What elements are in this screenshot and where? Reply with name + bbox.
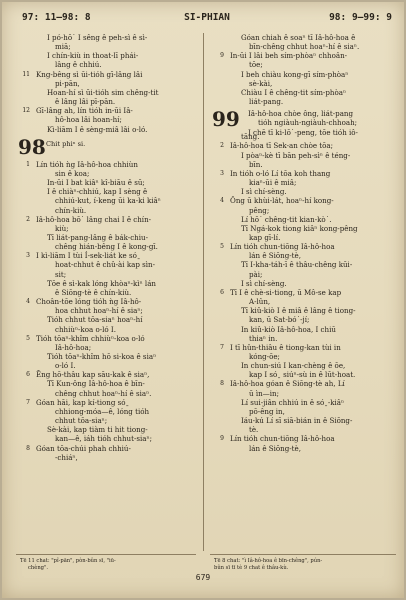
verse-number: 6: [220, 288, 224, 296]
verse-text: kan, ū Sat-bó˙-jí;: [249, 315, 310, 325]
verse-text: Ēng hō-thâu kap sāu-kak ê siaⁿ,: [36, 370, 150, 380]
verse-line: [210, 444, 396, 453]
verse-line: [16, 343, 196, 352]
verse-text: -chiáⁿ,: [55, 452, 78, 462]
verse-number: 2: [220, 142, 224, 150]
verse-text: Lín tióh chun-tiōng Iâ-hô-hoa: [230, 434, 335, 444]
verse-text: liát-pang.: [249, 97, 284, 107]
verse-number: 1: [26, 160, 30, 168]
verse-text: Góan tōa-chúi phah chhiú-: [36, 443, 131, 453]
verse-line-numbered: [210, 141, 396, 150]
verse-line: [16, 187, 196, 196]
verse-line: [210, 215, 396, 224]
verse-text: Chiàu I ê chêng-tit sím-phòaⁿ: [241, 87, 347, 97]
verse-line-numbered: [16, 297, 196, 306]
verse-line-numbered: [210, 379, 396, 388]
verse-text: In kiû-kiò Iâ-hô-hoa, I chiū: [241, 324, 336, 334]
verse-line: [210, 416, 396, 425]
verse-text: Iâ-hô-hoa góan ê Siōng-tè ah, Lí: [230, 379, 345, 389]
verse-line: [210, 109, 396, 118]
psalm-98-number: 98: [18, 134, 46, 159]
verse-line: [16, 169, 196, 178]
page-number: 679: [195, 573, 211, 582]
verse-line-numbered: [210, 343, 396, 352]
psalm-99-text: [210, 132, 396, 452]
verse-text: kiaⁿ-ūi ê miâ;: [249, 178, 297, 188]
bible-page: [2, 2, 404, 598]
verse-text: Tōe ê sì-kak lóng khòaⁿ-kìⁿ lán: [47, 278, 156, 288]
verse-text: I chín-kiù in thoat-lī phái-: [47, 51, 139, 61]
verse-number: 5: [220, 243, 224, 251]
verse-line: [16, 434, 196, 443]
verse-text: tāng.: [241, 132, 260, 142]
verse-number: 4: [220, 197, 224, 205]
verse-text: Góan hāi, kap kí-tiong sóˍ: [36, 397, 130, 407]
verse-line: [16, 233, 196, 242]
verse-line: [210, 306, 396, 315]
verse-text: pō-êng in,: [249, 406, 285, 416]
verse-text: Tī I-kha-táh-ī ê thâu-chêng kūi-: [241, 260, 353, 270]
psalm-98-heading: [16, 134, 196, 159]
verse-text: lán ê Siōng-tè,: [249, 251, 301, 261]
verse-line: [16, 125, 196, 134]
verse-text: Kì-liām I ê sèng-miâ lâi o-ló.: [47, 124, 148, 134]
verse-text: chêng hián-bêng I ê kong-gī.: [55, 242, 158, 252]
verse-line-numbered: [210, 288, 396, 297]
verse-line: [210, 325, 396, 334]
footnote-line: Tē 11 chat: "pî-pān", pòn-bûn sī, "iū-: [20, 558, 116, 564]
verse-line-numbered: [16, 160, 196, 169]
verse-text: Tī kiû-kiò I ê miâ ê lâng ê tiong-: [241, 306, 356, 316]
verse-line: [210, 33, 396, 42]
verse-line-numbered: [16, 370, 196, 379]
verse-line: [210, 88, 396, 97]
verse-number: 8: [26, 444, 30, 452]
verse-line: [210, 270, 396, 279]
verse-line-numbered: [16, 444, 196, 453]
verse-text: pêng;: [249, 205, 270, 215]
footnote-right: [214, 558, 322, 572]
verse-line-numbered: [16, 251, 196, 260]
verse-number: 3: [26, 252, 30, 260]
verse-text: Iâ-hô-hoa tī Sek-an chòe tōa;: [230, 141, 334, 151]
verse-line-numbered: [210, 196, 396, 205]
verse-number: 9: [220, 52, 224, 60]
verse-text: Tióh tōaⁿ-khîm chhiùⁿ-koa o-ló: [36, 333, 145, 343]
verse-text: In-ūi I lâi beh sím-phòaⁿ chhoân-: [230, 51, 348, 61]
verse-text: I kì-liām I tùi Í-sek-liát ke sóˍ: [36, 251, 141, 261]
verse-line: [16, 425, 196, 434]
verse-text: I sì chí-sèng.: [241, 278, 287, 288]
verse-text: lán ê Siōng-tè,: [249, 443, 301, 453]
verse-number: 7: [220, 343, 224, 351]
verse-line: [16, 242, 196, 251]
verse-text: pi-pān,: [55, 78, 80, 88]
verse-text: I ê chiàⁿ-chhiú, kap I sèng ê: [47, 187, 148, 197]
verse-line: [16, 453, 196, 462]
verse-text: tè.: [249, 425, 259, 435]
verse-text: bīn-chêng chhut hoaⁿ-hí ê siaⁿ.: [249, 42, 360, 52]
verse-line: [210, 206, 396, 215]
verse-text: sin ê koa;: [55, 168, 90, 178]
verse-text: Tī I ê chè-si-tiong, ū Mô-se kap: [230, 287, 342, 297]
verse-line: [210, 178, 396, 187]
verse-line: [16, 288, 196, 297]
verse-text: chhut tōa-siaⁿ;: [55, 416, 108, 426]
verse-text: miā;: [55, 42, 71, 52]
verse-text: Lín tióh chun-tiōng Iâ-hô-hoa: [230, 242, 335, 252]
verse-line-numbered: [210, 434, 396, 443]
verse-text: chhiùⁿ-koa o-ló I.: [55, 324, 116, 334]
verse-number: 6: [26, 371, 30, 379]
verse-line: [210, 407, 396, 416]
verse-line: [210, 425, 396, 434]
verse-text: sè-kài,: [249, 78, 273, 88]
verse-line: [16, 79, 196, 88]
verse-text: sit;: [55, 269, 67, 279]
footnote-left: [20, 558, 116, 572]
verse-text: Choân-tōe lóng tióh ǹg Iâ-hô-: [36, 297, 142, 307]
verse-line: [210, 315, 396, 324]
verse-line: [16, 33, 196, 42]
verse-line: [16, 97, 196, 106]
verse-text: In chun-siú I kan-chèng ê ōe,: [241, 361, 346, 371]
verse-line: [16, 88, 196, 97]
verse-text: hô-hoa lâi hoan-hí;: [55, 115, 122, 125]
verse-text: lâng ê chhiú.: [55, 60, 102, 70]
verse-line-numbered: [16, 215, 196, 224]
verse-line-numbered: [210, 51, 396, 60]
verse-line: [16, 379, 196, 388]
verse-text: In tióh o-ló Lí tōa koh thang: [230, 168, 331, 178]
verse-line: [210, 398, 396, 407]
verse-text: Iâ-hô-hoa;: [55, 342, 92, 352]
verse-text: ê lâng lâi pī-pān.: [55, 97, 116, 107]
footnote-rule-right: [210, 554, 396, 555]
right-column-psalm98-tail: [210, 33, 396, 106]
verse-number: 7: [26, 398, 30, 406]
verse-line: [16, 206, 196, 215]
verse-text: pài;: [249, 269, 263, 279]
footnote-rule-left: [16, 554, 196, 555]
verse-line: [16, 270, 196, 279]
verse-line: [210, 370, 396, 379]
verse-text: Lí sui-jiân chhiú in ê sóˍ-kiâⁿ: [241, 397, 345, 407]
verse-line: [16, 42, 196, 51]
verse-text: Góan chiah ê soaⁿ tī Iâ-hô-hoa ê: [241, 33, 356, 42]
verse-text: Hoan-hí sì ūi-tióh sim chêng-tit: [47, 87, 159, 97]
verse-text: tióh ngiàuh-ngiàuh-chhoah;: [258, 118, 358, 128]
verse-line: [16, 315, 196, 324]
verse-text: I sì chí-sèng.: [241, 187, 287, 197]
verse-line: [210, 60, 396, 69]
verse-text: thiaⁿ in.: [249, 333, 278, 343]
verse-line-numbered: [210, 242, 396, 251]
verse-text: kap gī-lí.: [249, 232, 281, 242]
verse-line: [16, 407, 196, 416]
verse-line: [210, 251, 396, 260]
verse-line: [16, 352, 196, 361]
verse-text: Tī Ngá-kok tiong kiâⁿ kong-pêng: [241, 223, 358, 233]
verse-text: kap I sóˍ siúⁿ-sù in ê lūt-hoat.: [249, 370, 356, 380]
verse-line: [210, 297, 396, 306]
verse-line: [210, 118, 396, 127]
verse-text: Tióh chhut tōa-siaⁿ hoaⁿ-hí: [47, 315, 143, 325]
verse-line: [210, 70, 396, 79]
verse-text: Iâ-hô-hoa bō˙ lâng chai I ê chín-: [36, 214, 152, 224]
verse-line: [16, 361, 196, 370]
verse-text: chhiong-móa—ê, lóng tióh: [55, 406, 150, 416]
verse-number: 8: [220, 380, 224, 388]
verse-text: Tī liát-pang-lâng ê bák-chiu-: [47, 232, 148, 242]
verse-line: [210, 132, 396, 141]
verse-text: I pó-hō˙ I sêng ê peh-sì ê sì-: [47, 33, 148, 42]
verse-line: [16, 178, 196, 187]
verse-text: Lín tióh ǹg Iâ-hô-hoa chhiùn: [36, 159, 138, 169]
column-divider: [203, 33, 204, 551]
left-column-psalm97-tail: [16, 33, 196, 134]
verse-text: kiù;: [55, 223, 69, 233]
verse-text: Iáu-kú Lí sī siā-bián in ê Siōng-: [241, 416, 353, 426]
header-right-verse-range: 98: 9—99: 9: [329, 12, 392, 23]
header-left-verse-range: 97: 11—98: 8: [22, 12, 91, 23]
verse-text: Gī-lâng ah, lín tióh in-ūi Iâ-: [36, 106, 133, 116]
verse-line: [16, 224, 196, 233]
verse-line: [210, 160, 396, 169]
verse-line: [210, 97, 396, 106]
footnote-line: Tē 8 chat: "ì Iâ-hô-hoa ê bīn-chêng", pún-: [214, 558, 323, 564]
verse-line: [16, 416, 196, 425]
verse-text: hoa chhut hoaⁿ-hí ê siaⁿ;: [55, 306, 143, 316]
verse-line: [16, 60, 196, 69]
verse-number: 5: [26, 334, 30, 342]
verse-number: 9: [220, 435, 224, 443]
verse-line: [210, 361, 396, 370]
footnote-line: bûn sī tī tè 9 chat ê thâu-kù.: [214, 565, 289, 571]
verse-text: kan—ê, iáh tióh chhut-siaⁿ;: [55, 434, 152, 444]
verse-line: [16, 51, 196, 60]
header-book-title: SI-PHIAN: [184, 12, 230, 23]
verse-line: [16, 306, 196, 315]
verse-text: ū ìn—in;: [249, 388, 279, 398]
verse-line: [16, 325, 196, 334]
verse-number: 2: [26, 215, 30, 223]
verse-text: Iâ-hô-hoa chòe ông, liát-pang: [248, 109, 354, 119]
verse-line: [210, 151, 396, 160]
verse-line: [16, 279, 196, 288]
psalm-99-number: 99: [212, 107, 240, 132]
verse-text: chêng chhut hoaⁿ-hí ê siaⁿ.: [55, 388, 152, 398]
verse-text: Sè-kài, kap tiàm ti hit tiong-: [47, 425, 148, 435]
verse-line: [210, 233, 396, 242]
verse-line: [210, 334, 396, 343]
verse-line: [210, 187, 396, 196]
verse-line: [16, 260, 196, 269]
right-column: [210, 33, 396, 453]
verse-text: In-ūi I bat kiâⁿ kî-biāu ê sū;: [47, 178, 145, 188]
verse-text: hoat-chhut ê chû-ài kap sìn-: [55, 260, 156, 270]
verse-text: chín-kiù.: [55, 205, 87, 215]
verse-text: Tī Kun-ông Iâ-hô-hoa ê bīn-: [47, 379, 145, 389]
verse-line: [210, 224, 396, 233]
verse-line: [16, 196, 196, 205]
footnote-line: chèng".: [28, 565, 49, 571]
verse-text: I pòaⁿ-kè tī bān peh-sìⁿ ê téng-: [241, 150, 351, 160]
verse-line: [210, 260, 396, 269]
verse-text: A-lûn,: [249, 297, 271, 307]
verse-line-numbered: [16, 70, 196, 79]
verse-text: kóng-ōe;: [249, 352, 280, 361]
verse-line: [16, 389, 196, 398]
verse-text: chhiú-kut, í-keng ūi ka-ki kiâⁿ: [55, 196, 161, 206]
verse-text: I tī hûn-thiâu ê tiong-kan tùi in: [230, 342, 341, 352]
verse-text: o-ló I.: [55, 361, 76, 371]
verse-number: 11: [22, 70, 30, 78]
verse-line: [210, 389, 396, 398]
verse-text: Tióh tōaⁿ-khîm hō si-koa ê siaⁿ: [47, 352, 157, 361]
verse-text: I chē tī ki-lō˙-peng, tōe tióh iô-: [248, 127, 358, 137]
verse-number: 4: [26, 298, 30, 306]
verse-text: I beh chiàu kong-gī sím-phòaⁿ: [241, 69, 349, 79]
psalm-98-title: Chit phiⁿ si.: [46, 139, 86, 148]
verse-text: Kng-bêng sì ūi-tióh gī-lâng lâi: [36, 69, 143, 79]
verse-text: ê Siōng-tè ê chín-kiù.: [55, 287, 132, 297]
verse-line: [210, 79, 396, 88]
verse-number: 3: [220, 169, 224, 177]
verse-line: [210, 42, 396, 51]
verse-line-numbered: [16, 398, 196, 407]
left-column: [16, 33, 196, 462]
verse-line-numbered: [16, 334, 196, 343]
verse-number: 12: [22, 107, 30, 115]
verse-line: [210, 352, 396, 361]
verse-line: [16, 115, 196, 124]
verse-text: bīn.: [249, 159, 263, 169]
verse-text: Ông ū khùi-lát, hoaⁿ-hí kong-: [230, 196, 334, 206]
verse-text: tōe;: [249, 60, 263, 70]
psalm-98-text: [16, 160, 196, 462]
running-header: [22, 12, 392, 28]
verse-text: Lí hō˙ chêng-tit kian-kò˙.: [241, 214, 332, 224]
verse-line-numbered: [210, 169, 396, 178]
verse-line-numbered: [16, 106, 196, 115]
verse-line: [210, 279, 396, 288]
